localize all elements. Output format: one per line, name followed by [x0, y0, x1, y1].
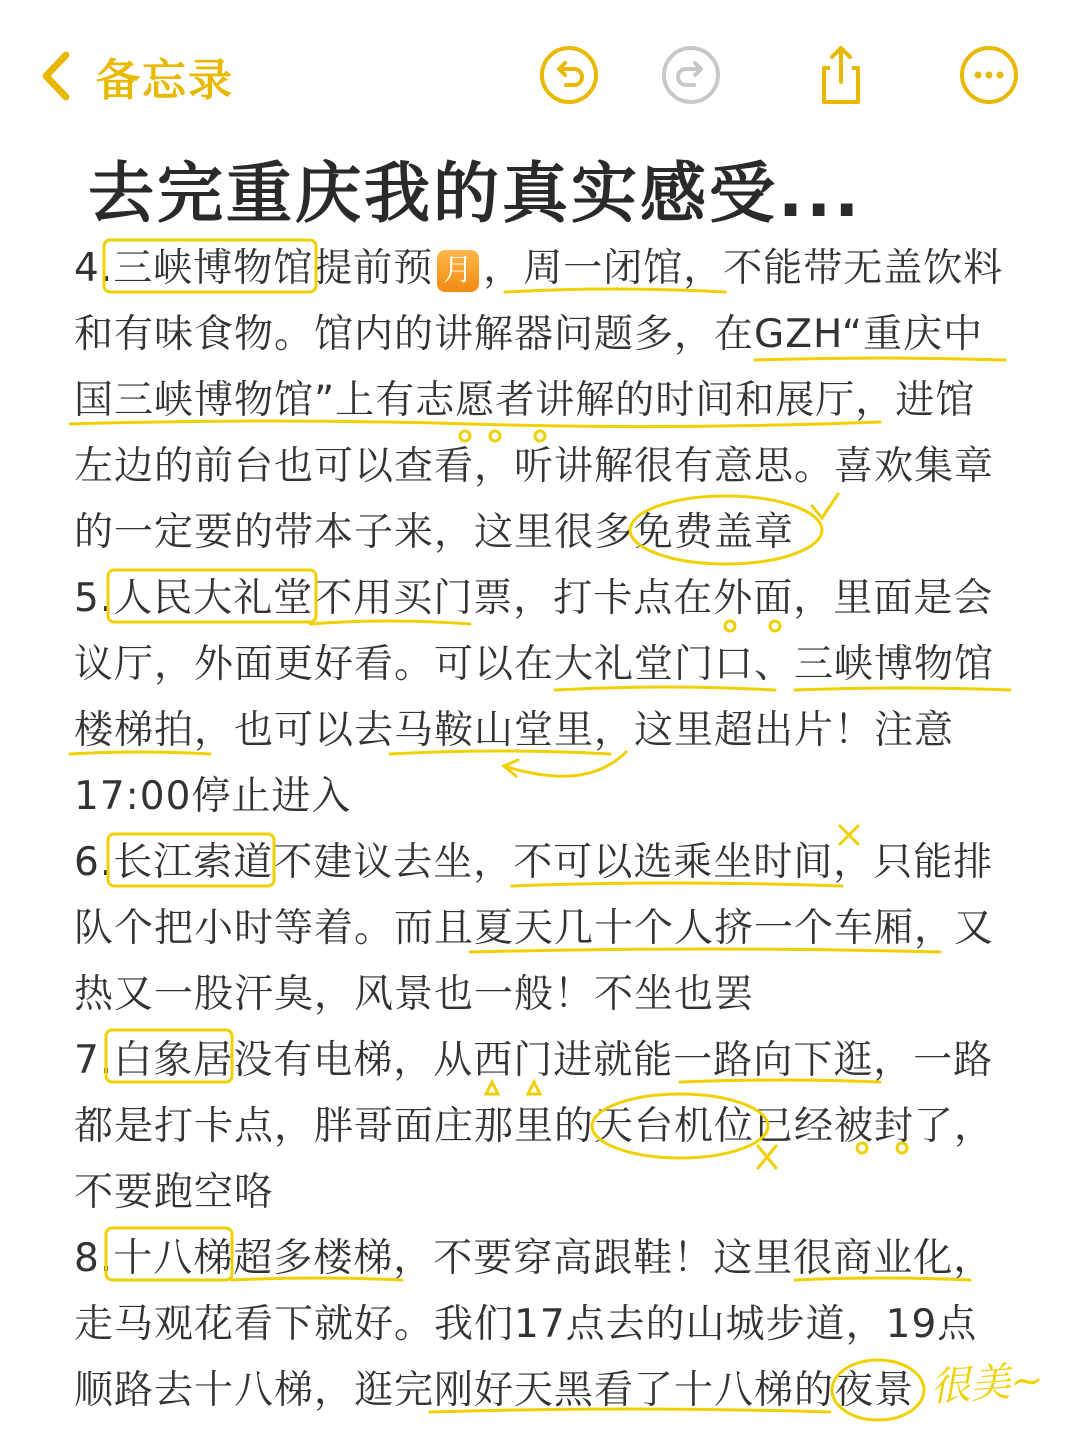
share-button[interactable]: [810, 44, 872, 106]
note-line: 议厅，外面更好看。可以在大礼堂门口、三峡博物馆: [74, 642, 995, 687]
note-line: 8.十八梯超多楼梯，不要穿高跟鞋！这里很商业化，: [74, 1236, 994, 1281]
note-line: 17:00停止进入: [74, 774, 352, 819]
share-icon: [810, 44, 872, 106]
note-line: 7.白象居没有电梯，从西门进就能一路向下逛，一路: [74, 1038, 994, 1083]
moon-emoji-icon: 月: [437, 250, 479, 292]
redo-icon: [660, 44, 722, 106]
more-button[interactable]: [958, 44, 1020, 106]
note-line: 热又一股汗臭，风景也一般！不坐也罢: [74, 972, 755, 1017]
note-line: 左边的前台也可以查看，听讲解很有意思。喜欢集章: [74, 444, 995, 489]
note-line: 的一定要的带本子来，这里很多免费盖章: [74, 510, 795, 555]
note-line-text: ，周一闭馆，不能带无盖饮料: [483, 246, 1004, 291]
undo-icon: [538, 44, 600, 106]
note-line-text: 4.三峡博物馆提前预: [74, 246, 434, 291]
note-line: 不要跑空咯: [74, 1170, 275, 1215]
note-line: 都是打卡点，胖哥面庄那里的天台机位已经被封了，: [74, 1104, 995, 1149]
undo-button[interactable]: [538, 44, 600, 106]
note-title: 去完重庆我的真实感受...: [88, 155, 863, 232]
note-line: 楼梯拍，也可以去马鞍山堂里，这里超出片！注意: [74, 708, 955, 753]
handwritten-note: 很美~: [928, 1357, 1046, 1411]
note-line: 国三峡博物馆”上有志愿者讲解的时间和展厅，进馆: [74, 378, 976, 423]
note-line: 队个把小时等着。而且夏天几十个人挤一个车厢，又: [74, 906, 995, 951]
note-line: 走马观花看下就好。我们17点去的山城步道，19点: [74, 1302, 978, 1347]
chevron-left-icon: [38, 49, 74, 103]
note-line: 5.人民大礼堂不用买门票，打卡点在外面，里面是会: [74, 576, 994, 621]
more-icon: [958, 44, 1020, 106]
toolbar: [0, 0, 1080, 150]
back-label: 备忘录: [96, 55, 234, 106]
note-line: 6.长江索道不建议去坐，不可以选乘坐时间，只能排: [74, 840, 994, 885]
note-line: 顺路去十八梯，逛完刚好天黑看了十八梯的夜景: [74, 1368, 915, 1413]
back-button[interactable]: [38, 44, 234, 108]
redo-button[interactable]: [660, 44, 722, 106]
note-line: [74, 236, 1003, 302]
note-line: 和有味食物。馆内的讲解器问题多，在GZH“重庆中: [74, 312, 984, 357]
